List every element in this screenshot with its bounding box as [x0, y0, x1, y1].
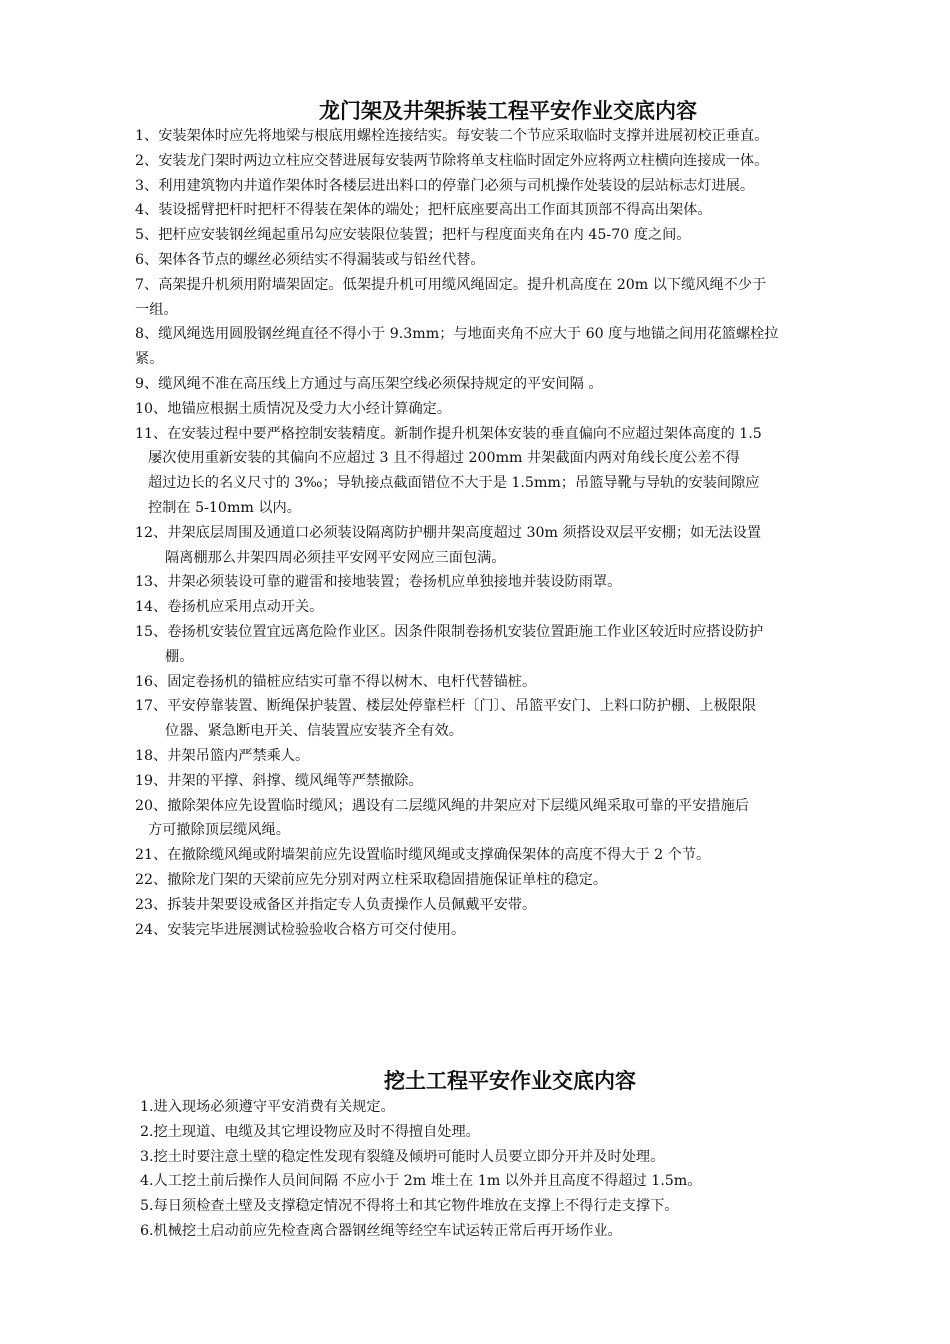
- item-text: 安装完毕进展测试检验验收合格方可交付使用。: [167, 921, 466, 938]
- item-text: 缆风绳选用圆股钢丝绳直径不得小于 9.3mm；与地面夹角不应大于 60 度与地锚之间用花篮螺栓拉: [158, 326, 779, 343]
- item-number: 12、: [135, 524, 168, 541]
- list-item: [135, 149, 887, 174]
- section2-list: [140, 1095, 892, 1244]
- item-number: 20、: [135, 797, 168, 814]
- list-item: [140, 1095, 892, 1120]
- list-item: [140, 1169, 892, 1194]
- list-item: [140, 1120, 892, 1145]
- item-text: 撤除龙门架的天梁前应先分别对两立柱采取稳固措施保证单柱的稳定。: [167, 871, 608, 888]
- item-text: 进入现场必须遵守平安消费有关规定。: [153, 1099, 395, 1115]
- item-continuation: 隔离棚那么井架四周必须挂平安网平安网应三面包满。: [165, 549, 506, 566]
- list-item: [140, 1219, 892, 1244]
- item-text: 拆装井架要设戒备区并指定专人负责操作人员佩戴平安带。: [167, 896, 537, 913]
- item-number: 2.: [140, 1123, 154, 1140]
- item-number: 3.: [140, 1148, 154, 1165]
- item-continuation: 屡次使用重新安装的其偏向不应超过 3 且不得超过 200mm 井架截面内两对角线长度公差不得: [148, 450, 740, 467]
- list-item: [135, 868, 887, 893]
- item-text: 装设摇臂把杆时把杆不得装在架体的端处；把杆底座要高出工作面其顶部不得高出架体。: [158, 202, 712, 219]
- item-text: 平安停靠装置、断绳保护装置、楼层处停靠栏杆〔门〕、吊篮平安门、上料口防护棚、上极限限: [167, 698, 757, 715]
- section2-title: 挖土工程平安作业交底内容: [384, 1069, 636, 1093]
- item-number: 5、: [135, 227, 159, 244]
- item-text: 井架底层周围及通道口必须装设隔离防护棚井架高度超过 30m 须搭设双层平安棚；如无法设置: [167, 524, 762, 541]
- item-text: 挖土时要注意土壁的稳定性发现有裂缝及倾坍可能时人员要立即分开并及时处理。: [153, 1148, 665, 1165]
- item-number: 8、: [135, 326, 159, 343]
- item-text: 架体各节点的螺丝必须结实不得漏装或与铅丝代替。: [158, 251, 485, 268]
- item-text: 井架吊篮内严禁乘人。: [167, 747, 310, 764]
- item-text: 缆风绳不准在高压线上方通过与高压架空线必须保持规定的平安间隔 。: [158, 375, 603, 392]
- item-text: 人工挖土前后操作人员间间隔 不应小于 2m 堆土在 1m 以外并且高度不得超过 1.5m。: [153, 1173, 702, 1190]
- item-text: 在撤除缆风绳或附墙架前应先设置临时缆风绳或支撑确保架体的高度不得大于 2 个节。: [167, 847, 711, 864]
- item-number: 22、: [135, 871, 168, 888]
- list-item: [135, 918, 887, 943]
- list-item: [135, 794, 887, 844]
- item-text: 安装龙门架时两边立柱应交替进展每安装两节除将单支柱临时固定外应将两立柱横向连接成一体。: [158, 152, 769, 169]
- list-item: [140, 1145, 892, 1170]
- item-number: 18、: [135, 747, 168, 764]
- list-item: [135, 124, 887, 149]
- item-number: 4.: [140, 1173, 154, 1190]
- list-item: [135, 893, 887, 918]
- item-number: 10、: [135, 400, 168, 417]
- list-item: [135, 322, 887, 372]
- item-number: 13、: [135, 574, 168, 591]
- item-text: 撤除架体应先设置临时缆风；遇设有二层缆风绳的井架应对下层缆风绳采取可靠的平安措施后: [167, 797, 749, 814]
- item-text: 机械挖土启动前应先检查离合器钢丝绳等经空车试运转正常后再开场作业。: [153, 1222, 622, 1239]
- item-number: 17、: [135, 698, 168, 715]
- list-item: [135, 744, 887, 769]
- item-continuation: 位器、紧急断电开关、信装置应安装齐全有效。: [165, 723, 463, 740]
- list-item: [135, 198, 887, 223]
- item-number: 16、: [135, 673, 168, 690]
- list-item: [135, 570, 887, 595]
- section1-list: [135, 124, 887, 942]
- section1-title: 龙门架及井架拆装工程平安作业交底内容: [319, 99, 697, 123]
- item-text: 在安装过程中要严格控制安装精度。新制作提升机架体安装的垂直偏向不应超过架体高度的 1.5: [167, 425, 762, 442]
- item-number: 21、: [135, 847, 168, 864]
- item-number: 19、: [135, 772, 168, 789]
- item-number: 11、: [135, 425, 168, 442]
- list-item: [135, 843, 887, 868]
- item-text: 固定卷扬机的锚桩应结实可靠不得以树木、电杆代替锚桩。: [167, 673, 537, 690]
- item-number: 4、: [135, 202, 159, 219]
- item-text: 每日须检查土壁及支撑稳定情况不得将土和其它物件堆放在支撑上不得行走支撑下。: [153, 1198, 679, 1215]
- list-item: [135, 174, 887, 199]
- list-item: [135, 769, 887, 794]
- item-number: 23、: [135, 896, 168, 913]
- item-text: 卷扬机安装位置宜远离危险作业区。因条件限制卷扬机安装位置距施工作业区较近时应搭设防护: [167, 623, 764, 640]
- item-text: 安装架体时应先将地梁与根底用螺栓连接结实。每安装二个节应采取临时支撑并进展初校正垂直。: [158, 128, 769, 144]
- item-text: 挖土现道、电缆及其它埋设物应及时不得擅自处理。: [153, 1123, 480, 1140]
- list-item: [135, 422, 887, 521]
- item-continuation: 超过边长的名义尺寸的 3‰；导轨接点截面错位不大于是 1.5mm；吊篮导靴与导轨的安装间隙应: [148, 475, 760, 492]
- item-number: 24、: [135, 921, 168, 938]
- item-number: 1、: [135, 128, 159, 144]
- item-number: 3、: [135, 177, 159, 194]
- list-item: [135, 595, 887, 620]
- list-item: [135, 620, 887, 670]
- item-number: 2、: [135, 152, 159, 169]
- item-text: 利用建筑物内井道作架体时各楼层进出料口的停靠门必须与司机操作处装设的层站标志灯进展。: [158, 177, 755, 194]
- item-text: 井架必须装设可靠的避雷和接地装置；卷扬机应单独接地并装设防雨罩。: [167, 574, 622, 591]
- item-number: 5.: [140, 1198, 154, 1215]
- item-number: 7、: [135, 276, 159, 293]
- list-item: [135, 223, 887, 248]
- item-number: 6.: [140, 1222, 154, 1239]
- list-item: [135, 372, 887, 397]
- item-text: 井架的平撑、斜撑、缆风绳等严禁撤除。: [167, 772, 423, 789]
- item-number: 14、: [135, 599, 168, 616]
- item-number: 9、: [135, 375, 159, 392]
- item-continuation: 控制在 5-10mm 以内。: [148, 499, 301, 516]
- list-item: [135, 273, 887, 323]
- list-item: [135, 694, 887, 744]
- item-text: 地锚应根据土质情况及受力大小经计算确定。: [167, 400, 452, 417]
- list-item: [135, 670, 887, 695]
- item-continuation: 一组。: [135, 301, 178, 318]
- item-text: 把杆应安装钢丝绳起重吊勾应安装限位装置；把杆与程度面夹角在内 45-70 度之间。: [158, 227, 691, 244]
- list-item: [135, 397, 887, 422]
- list-item: [135, 248, 887, 273]
- item-text: 卷扬机应采用点动开关。: [167, 599, 324, 616]
- item-continuation: 方可撤除顶层缆风绳。: [148, 822, 290, 839]
- item-number: 1.: [140, 1099, 154, 1115]
- list-item: [135, 521, 887, 571]
- item-continuation: 紧。: [135, 351, 164, 368]
- item-number: 15、: [135, 623, 168, 640]
- item-continuation: 棚。: [165, 648, 194, 665]
- item-number: 6、: [135, 251, 159, 268]
- item-text: 高架提升机须用附墙架固定。低架提升机可用缆风绳固定。提升机高度在 20m 以下缆风绳不少于: [158, 276, 767, 293]
- list-item: [140, 1194, 892, 1219]
